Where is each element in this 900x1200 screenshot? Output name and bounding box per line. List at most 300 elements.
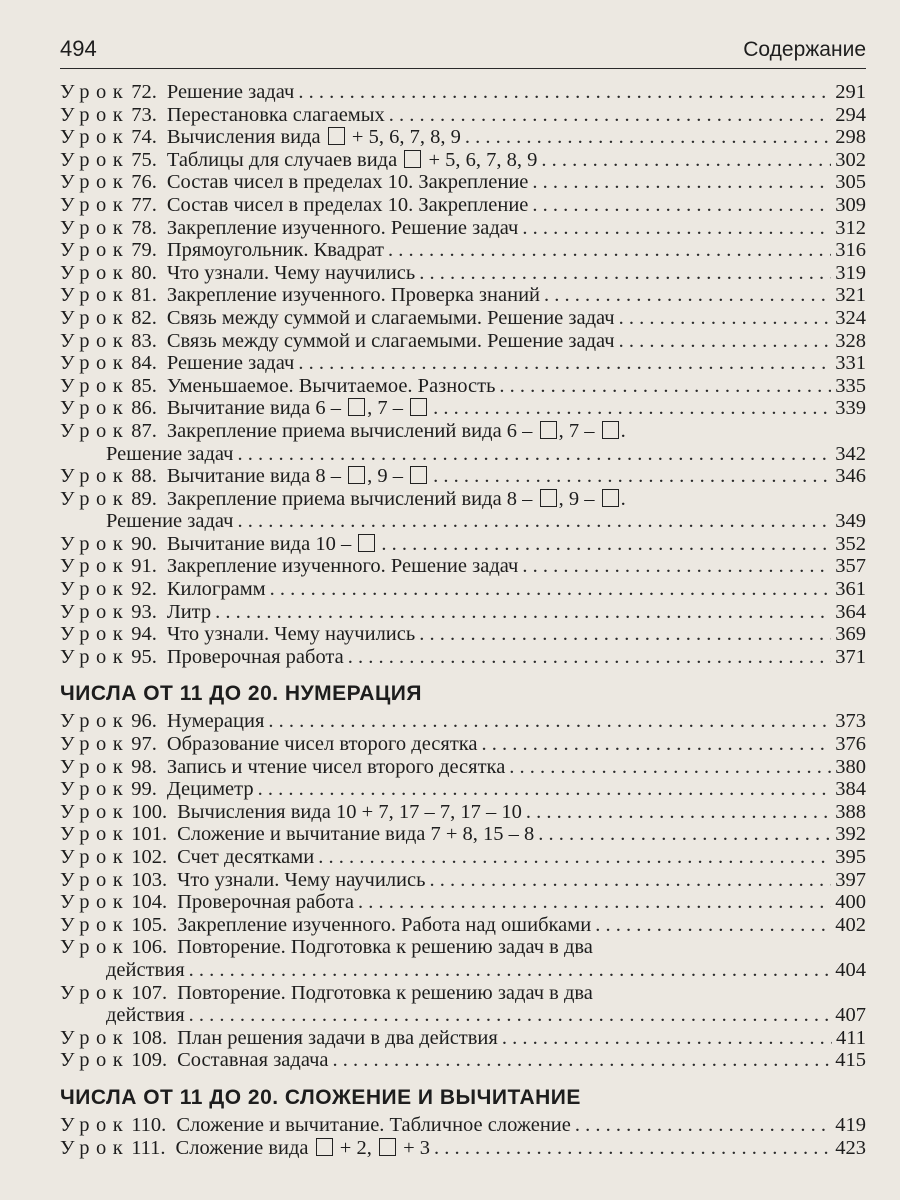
dot-leader — [215, 601, 831, 624]
dot-leader — [298, 81, 831, 104]
toc-entry — [60, 262, 866, 285]
toc-entry — [60, 555, 866, 578]
title-text: . — [620, 487, 626, 510]
dot-leader — [433, 465, 831, 488]
lesson-number: 75. — [131, 148, 157, 171]
lesson-number: 93. — [131, 600, 157, 623]
lesson-number: 96. — [131, 710, 157, 733]
toc-entry — [60, 891, 866, 914]
lesson-word: Урок — [60, 623, 130, 646]
lesson-number: 77. — [131, 193, 157, 216]
lesson-word: Урок — [60, 397, 130, 420]
title-text: , 7 – — [558, 419, 600, 442]
dot-leader — [499, 375, 831, 398]
lesson-number: 74. — [131, 126, 157, 149]
page-ref: 319 — [835, 261, 866, 284]
blank-box-icon — [316, 1138, 333, 1156]
lesson-number: 92. — [131, 578, 157, 601]
title-text: Повторение. Подготовка к решению задач в два — [177, 936, 593, 959]
blank-box-icon — [328, 127, 345, 145]
toc-entry — [60, 194, 866, 217]
page-ref: 423 — [835, 1136, 866, 1159]
lesson-word: Урок — [60, 846, 130, 868]
dot-leader — [522, 217, 831, 240]
title-text: Связь между суммой и слагаемыми. Решение задач — [166, 306, 615, 329]
lesson-title — [167, 623, 415, 646]
title-text: + 5, 6, 7, 8, 9 — [346, 126, 461, 149]
blank-box-icon — [540, 489, 557, 507]
dot-leader — [429, 869, 831, 892]
title-text: Вычитание вида 8 – — [166, 465, 347, 488]
page-number: 494 — [60, 36, 97, 61]
toc-entry — [60, 601, 866, 624]
page-ref: 316 — [835, 239, 866, 262]
title-text: Счет десятками — [177, 846, 315, 868]
title-text: Решение задач — [166, 81, 295, 103]
dot-leader — [433, 397, 831, 420]
dot-leader — [509, 756, 831, 779]
lesson-word: Урок — [60, 755, 130, 778]
lesson-word: Урок — [60, 103, 130, 126]
page-ref: 339 — [835, 397, 866, 420]
blank-box-icon — [348, 398, 365, 416]
title-text: Прямоугольник. Квадрат — [166, 239, 384, 262]
blank-box-icon — [602, 489, 619, 507]
section-heading-addition-subtraction: ЧИСЛА ОТ 11 ДО 20. СЛОЖЕНИЕ И ВЫЧИТАНИЕ — [60, 1085, 581, 1109]
lesson-number: 84. — [131, 352, 157, 375]
page-ref: 404 — [835, 958, 866, 981]
dot-leader — [333, 1049, 832, 1072]
title-text: Нумерация — [166, 710, 265, 733]
lesson-number: 102. — [131, 846, 168, 868]
title-text: Вычитание вида 10 – — [166, 532, 357, 555]
dot-leader — [358, 891, 831, 914]
lesson-word: Урок — [60, 1049, 130, 1072]
title-text: Перестановка слагаемых — [166, 103, 385, 126]
title-text: Уменьшаемое. Вычитаемое. Разность — [166, 374, 496, 397]
lesson-number: 72. — [131, 81, 157, 103]
lesson-word: Урок — [60, 800, 130, 823]
lesson-word: Урок — [60, 532, 130, 555]
blank-box-icon — [410, 466, 427, 484]
blank-box-icon — [540, 421, 557, 439]
lesson-word: Урок — [60, 465, 130, 488]
lesson-title — [177, 801, 522, 824]
page-ref: 415 — [835, 1049, 866, 1072]
lesson-title — [167, 217, 519, 240]
page-ref: 411 — [836, 1026, 866, 1049]
lesson-number: 89. — [131, 487, 157, 510]
page-ref: 392 — [835, 823, 866, 846]
lesson-title — [167, 646, 344, 669]
lesson-word: Урок — [60, 329, 130, 352]
dot-leader — [465, 126, 831, 149]
title-text: , 7 – — [367, 397, 409, 420]
lesson-word: Урок — [60, 261, 130, 284]
dot-leader — [544, 284, 831, 307]
dot-leader — [532, 194, 831, 217]
toc-entry-continuation — [60, 510, 866, 533]
lesson-title — [167, 710, 265, 733]
lesson-title — [167, 81, 295, 104]
page-ref: 419 — [835, 1113, 866, 1136]
lesson-title — [167, 756, 505, 779]
title-text: . — [620, 419, 626, 442]
title-text: Сложение и вычитание вида 7 + 8, 15 – 8 — [177, 823, 535, 846]
toc-entry — [60, 801, 866, 824]
page-ref: 373 — [835, 710, 866, 733]
page-ref: 364 — [835, 600, 866, 623]
page-ref: 349 — [835, 510, 866, 533]
lesson-word: Урок — [60, 1136, 130, 1159]
lesson-title — [176, 1137, 430, 1160]
lesson-number: 73. — [131, 103, 157, 126]
page-ref: 369 — [835, 623, 866, 646]
lesson-title — [167, 171, 529, 194]
lesson-title — [177, 982, 866, 1005]
dot-leader — [522, 555, 831, 578]
toc-entry — [60, 217, 866, 240]
dot-leader — [541, 149, 831, 172]
lesson-title — [177, 914, 591, 937]
dot-leader — [419, 623, 831, 646]
lesson-title — [177, 936, 866, 959]
title-text: Килограмм — [166, 578, 266, 601]
lesson-word: Урок — [60, 1113, 130, 1136]
lesson-title — [167, 397, 429, 420]
title-text: Дециметр — [166, 778, 254, 801]
title-text: Вычисления вида 10 + 7, 17 – 7, 17 – 10 — [177, 800, 522, 823]
lesson-number: 78. — [131, 216, 157, 239]
lesson-number: 82. — [131, 306, 157, 329]
toc-entry — [60, 81, 866, 104]
dot-leader — [434, 1137, 831, 1160]
dot-leader — [238, 443, 832, 466]
page-ref: 331 — [835, 352, 866, 375]
toc-entry — [60, 104, 866, 127]
page-header — [60, 36, 866, 69]
lesson-number: 98. — [131, 755, 157, 778]
lesson-number: 80. — [131, 261, 157, 284]
lesson-number: 105. — [131, 913, 168, 936]
lesson-number: 76. — [131, 171, 157, 194]
lesson-title — [167, 778, 254, 801]
lesson-word: Урок — [60, 374, 130, 397]
toc-entry — [60, 149, 866, 172]
lesson-word: Урок — [60, 936, 130, 959]
title-text: Проверочная работа — [166, 645, 344, 668]
blank-box-icon — [348, 466, 365, 484]
toc-entry — [60, 533, 866, 556]
lesson-title — [167, 488, 866, 511]
lesson-word: Урок — [60, 710, 130, 733]
dot-leader — [595, 914, 831, 937]
page-ref: 342 — [835, 442, 866, 465]
lesson-number: 100. — [131, 800, 168, 823]
lesson-number: 94. — [131, 623, 157, 646]
lesson-title — [176, 1114, 571, 1137]
toc-entry — [60, 126, 866, 149]
title-text: , 9 – — [558, 487, 600, 510]
lesson-title — [167, 104, 385, 127]
title-text: Закрепление изученного. Решение задач — [166, 216, 519, 239]
title-text: Повторение. Подготовка к решению задач в два — [177, 981, 593, 1004]
lesson-title — [167, 262, 415, 285]
toc-entry — [60, 397, 866, 420]
title-text: Закрепление изученного. Решение задач — [166, 555, 519, 578]
lesson-word: Урок — [60, 733, 130, 756]
page-ref: 346 — [835, 465, 866, 488]
lesson-word: Урок — [60, 645, 130, 668]
lesson-title-continuation: Решение задач — [106, 442, 234, 465]
lesson-word: Урок — [60, 216, 130, 239]
toc-entry-continuation — [60, 959, 866, 982]
title-text: Закрепление изученного. Проверка знаний — [166, 284, 541, 307]
lesson-title — [167, 533, 378, 556]
lesson-title — [167, 352, 295, 375]
lesson-word: Урок — [60, 823, 130, 846]
title-text: Проверочная работа — [177, 891, 354, 914]
lesson-number: 91. — [131, 555, 157, 578]
lesson-number: 99. — [131, 778, 157, 801]
toc-entry — [60, 869, 866, 892]
lesson-title — [177, 891, 354, 914]
title-text: Составная задача — [177, 1049, 329, 1072]
lesson-word: Урок — [60, 81, 130, 103]
lesson-word: Урок — [60, 487, 130, 510]
blank-box-icon — [379, 1138, 396, 1156]
lesson-title — [167, 601, 211, 624]
lesson-title — [167, 420, 866, 443]
dot-leader — [575, 1114, 831, 1137]
toc-entry — [60, 982, 866, 1005]
page-ref: 361 — [835, 578, 866, 601]
lesson-word: Урок — [60, 1026, 130, 1049]
lesson-word: Урок — [60, 981, 130, 1004]
page-ref: 309 — [835, 193, 866, 216]
toc-entry-continuation — [60, 443, 866, 466]
lesson-title — [167, 733, 478, 756]
toc-entry — [60, 1137, 866, 1160]
title-text: Запись и чтение чисел второго десятка — [166, 755, 506, 778]
page-ref: 388 — [835, 800, 866, 823]
lesson-word: Урок — [60, 578, 130, 601]
toc-entry — [60, 420, 866, 443]
lesson-title — [167, 307, 615, 330]
title-text: Что узнали. Чему научились — [177, 868, 426, 891]
lesson-number: 97. — [131, 733, 157, 756]
toc-entry — [60, 1027, 866, 1050]
page-ref: 312 — [835, 216, 866, 239]
toc-entry — [60, 936, 866, 959]
lesson-title — [167, 465, 429, 488]
page-ref: 376 — [835, 733, 866, 756]
lesson-title — [177, 823, 534, 846]
lesson-title — [167, 578, 266, 601]
toc-block-1 — [60, 81, 866, 668]
blank-box-icon — [358, 534, 375, 552]
page-ref: 324 — [835, 306, 866, 329]
title-text: Закрепление приема вычислений вида 6 – — [166, 419, 538, 442]
lesson-title — [167, 330, 615, 353]
toc-entry — [60, 307, 866, 330]
dot-leader — [298, 352, 831, 375]
dot-leader — [348, 646, 832, 669]
lesson-number: 111. — [131, 1136, 166, 1159]
lesson-number: 90. — [131, 532, 157, 555]
toc-entry — [60, 171, 866, 194]
dot-leader — [482, 733, 832, 756]
toc-entry — [60, 823, 866, 846]
lesson-number: 83. — [131, 329, 157, 352]
lesson-title — [167, 284, 540, 307]
page-ref: 407 — [835, 1004, 866, 1027]
title-text: Решение задач — [166, 352, 295, 375]
section-heading-numeration: ЧИСЛА ОТ 11 ДО 20. НУМЕРАЦИЯ — [60, 682, 422, 706]
toc-block-2 — [60, 710, 866, 1072]
dot-leader — [388, 239, 831, 262]
page-ref: 298 — [835, 126, 866, 149]
dot-leader — [419, 262, 831, 285]
lesson-number: 85. — [131, 374, 157, 397]
page-ref: 291 — [835, 81, 866, 103]
toc-entry — [60, 239, 866, 262]
lesson-number: 79. — [131, 239, 157, 262]
blank-box-icon — [410, 398, 427, 416]
lesson-title — [167, 126, 461, 149]
title-text: Состав чисел в пределах 10. Закрепление — [166, 193, 529, 216]
title-text: Таблицы для случаев вида — [166, 148, 403, 171]
lesson-title — [177, 869, 425, 892]
page-ref: 400 — [835, 891, 866, 914]
title-text: Закрепление приема вычислений вида 8 – — [166, 487, 538, 510]
toc-entry-continuation — [60, 1004, 866, 1027]
title-text: Образование чисел второго десятка — [166, 733, 478, 756]
page-ref: 352 — [835, 532, 866, 555]
dot-leader — [189, 1004, 832, 1027]
title-text: + 2, — [334, 1136, 377, 1159]
dot-leader — [538, 823, 831, 846]
page-ref: 328 — [835, 329, 866, 352]
title-text: План решения задачи в два действия — [177, 1026, 498, 1049]
lesson-word: Урок — [60, 284, 130, 307]
page-ref: 395 — [835, 846, 866, 868]
dot-leader — [619, 307, 832, 330]
lesson-word: Урок — [60, 171, 130, 194]
page-ref: 335 — [835, 374, 866, 397]
dot-leader — [526, 801, 831, 824]
title-text: Вычисления вида — [166, 126, 326, 149]
lesson-title — [167, 239, 384, 262]
title-text: Закрепление изученного. Работа над ошибками — [177, 913, 592, 936]
title-text: Состав чисел в пределах 10. Закрепление — [166, 171, 529, 194]
lesson-word: Урок — [60, 352, 130, 375]
toc-block-3 — [60, 1114, 866, 1159]
page-ref: 357 — [835, 555, 866, 578]
title-text: Сложение и вычитание. Табличное сложение — [176, 1113, 571, 1136]
lesson-number: 109. — [131, 1049, 168, 1072]
toc-entry — [60, 646, 866, 669]
toc-entry — [60, 488, 866, 511]
page-ref: 305 — [835, 171, 866, 194]
page-ref: 302 — [835, 148, 866, 171]
lesson-word: Урок — [60, 868, 130, 891]
toc-entry — [60, 733, 866, 756]
lesson-word: Урок — [60, 419, 130, 442]
toc-entry — [60, 284, 866, 307]
dot-leader — [318, 846, 831, 869]
dot-leader — [502, 1027, 832, 1050]
title-text: + 5, 6, 7, 8, 9 — [423, 148, 538, 171]
toc-entry — [60, 375, 866, 398]
lesson-word: Урок — [60, 126, 130, 149]
lesson-word: Урок — [60, 600, 130, 623]
title-text: , 9 – — [367, 465, 409, 488]
lesson-number: 110. — [131, 1113, 167, 1136]
lesson-title-continuation: действия — [106, 1004, 185, 1027]
toc-entry — [60, 352, 866, 375]
title-text: Литр — [166, 600, 212, 623]
dot-leader — [532, 171, 831, 194]
lesson-title-continuation: Решение задач — [106, 510, 234, 533]
page-ref: 321 — [835, 284, 866, 307]
toc-entry — [60, 846, 866, 869]
lesson-number: 107. — [131, 981, 168, 1004]
lesson-title — [177, 1049, 328, 1072]
page-ref: 294 — [835, 103, 866, 126]
dot-leader — [619, 330, 832, 353]
lesson-number: 95. — [131, 645, 157, 668]
lesson-number: 106. — [131, 936, 168, 959]
lesson-title — [177, 1027, 498, 1050]
dot-leader — [238, 510, 832, 533]
dot-leader — [189, 959, 832, 982]
title-text: + 3 — [397, 1136, 431, 1159]
toc-entry — [60, 1049, 866, 1072]
lesson-word: Урок — [60, 193, 130, 216]
blank-box-icon — [404, 150, 421, 168]
lesson-number: 101. — [131, 823, 168, 846]
page-ref: 384 — [835, 778, 866, 801]
title-text: Вычитание вида 6 – — [166, 397, 347, 420]
page-ref: 371 — [835, 645, 866, 668]
title-text: Что узнали. Чему научились — [166, 261, 416, 284]
toc-entry — [60, 710, 866, 733]
lesson-title-continuation: действия — [106, 958, 185, 981]
dot-leader — [258, 778, 832, 801]
lesson-number: 87. — [131, 419, 157, 442]
lesson-word: Урок — [60, 306, 130, 329]
dot-leader — [381, 533, 831, 556]
toc-entry — [60, 778, 866, 801]
lesson-number: 108. — [131, 1026, 168, 1049]
title-text: Что узнали. Чему научились — [166, 623, 416, 646]
toc-entry — [60, 914, 866, 937]
toc-entry — [60, 578, 866, 601]
blank-box-icon — [602, 421, 619, 439]
title-text: Связь между суммой и слагаемыми. Решение задач — [166, 329, 615, 352]
lesson-word: Урок — [60, 778, 130, 801]
dot-leader — [389, 104, 831, 127]
toc-entry — [60, 330, 866, 353]
page-ref: 380 — [835, 755, 866, 778]
lesson-number: 81. — [131, 284, 157, 307]
lesson-number: 103. — [131, 868, 168, 891]
toc-entry — [60, 623, 866, 646]
dot-leader — [270, 578, 832, 601]
toc-entry — [60, 465, 866, 488]
lesson-word: Урок — [60, 913, 130, 936]
